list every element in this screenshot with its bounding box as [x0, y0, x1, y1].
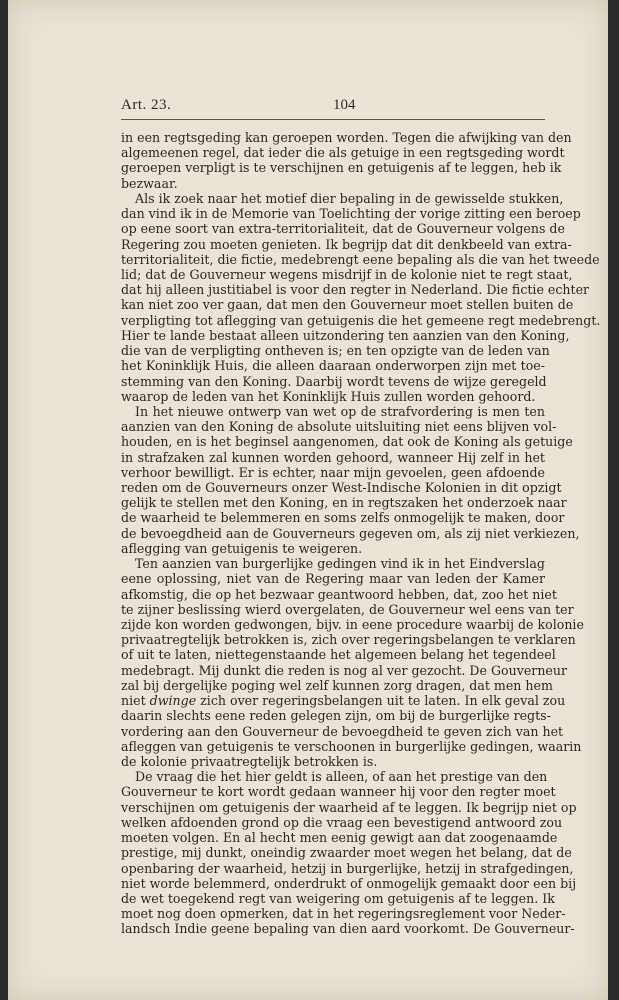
text-line: in strafzaken zal kunnen worden gehoord, wanneer Hij zelf in het	[121, 449, 545, 465]
text-line: of uit te laten, niettegenstaande het algemeen belang het tegendeel	[121, 647, 556, 663]
text-line: te zijner beslissing wierd overgelaten, de Gouverneur wel eens van ter	[121, 601, 574, 617]
text-line: lid; dat de Gouverneur wegens misdrijf in de kolonie niet te regt staat,	[121, 266, 573, 282]
article-heading: Art. 23.	[121, 97, 172, 113]
text-line: Ten aanzien van burgerlijke gedingen vind ik in het Eindverslag	[135, 556, 545, 572]
text-line: op eene soort van extra-territorialiteit, dat de Gouverneur volgens de	[121, 221, 565, 237]
text-line: moeten volgen. En al hecht men eenig gewigt aan dat zoogenaamde	[121, 830, 558, 846]
text-line: de waarheid te belemmeren en soms zelfs onmogelijk te maken, door	[121, 510, 565, 526]
text-line: privaatregtelijk betrokken is, zich over regeringsbelangen te verklaren	[121, 632, 576, 648]
text-line: Regering zou moeten genieten. Ik begrijp dat dit denkbeeld van extra-	[121, 236, 572, 252]
text-line: Hier te lande bestaat alleen uitzondering ten aanzien van den Koning,	[121, 327, 570, 343]
text-line: moet nog doen opmerken, dat in het regeringsreglement voor Neder-	[121, 906, 566, 922]
text-line: zijde kon worden gedwongen, bijv. in eene procedure waarbij de kolonie	[121, 617, 584, 632]
text-line: gelijk te stellen met den Koning, en in regtszaken het onderzoek naar	[121, 495, 567, 511]
page-number: 104	[333, 97, 356, 113]
text-line: zal bij dergelijke poging wel zelf kunnen zorg dragen, dat men hem	[121, 677, 553, 693]
text-line: afleggen van getuigenis te verschoonen in burgerlijke gedingen, waarin	[121, 738, 582, 754]
text-line-rest: zich over regeringsbelangen uit te laten. In elk geval zou	[196, 693, 566, 709]
text-line: geroepen verpligt is te verschijnen en getuigenis af te leggen, heb ik	[121, 160, 562, 176]
text-line: Als ik zoek naar het motief dier bepaling in de gewisselde stukken,	[135, 190, 564, 206]
text-line: afkomstig, die op het bezwaar geantwoord hebben, dat, zoo het niet	[121, 586, 557, 602]
text-line: De vraag die het hier geldt is alleen, of aan het prestige van den	[135, 769, 548, 785]
text-line: stemming van den Koning. Daarbij wordt tevens de wijze geregeld	[121, 373, 547, 389]
text-line: reden om de Gouverneurs onzer West-Indische Kolonien in dit opzigt	[121, 480, 562, 496]
text-line: het Koninklijk Huis, die alleen daaraan onderworpen zijn met toe-	[121, 358, 545, 374]
text-line: de wet toegekend regt van weigering om getuigenis af te leggen. Ik	[121, 890, 555, 906]
text-line: verschijnen om getuigenis der waarheid af te leggen. Ik begrijp niet op	[121, 799, 577, 815]
text-line: aanzien van den Koning de absolute uitsluiting niet eens blijven vol-	[121, 419, 557, 435]
text-line-start: niet	[121, 693, 150, 709]
text-line: welken afdoenden grond op die vraag een bevestigend antwoord zou	[121, 814, 563, 830]
text-line: prestige, mij dunkt, oneindig zwaarder moet wegen het belang, dat de	[121, 845, 572, 861]
text-line: eene oplossing, niet van de Regering maar van leden der Kamer	[121, 571, 545, 587]
text-line: algemeenen regel, dat ieder die als getuige in een regtsgeding wordt	[121, 145, 565, 161]
text-line: dat hij alleen justitiabel is voor den regter in Nederland. Die fictie echter	[121, 282, 590, 298]
emphasized-word: dwinge	[149, 693, 197, 709]
text-line: landsch Indie geene bepaling van dien aard voorkomt. De Gouverneur-	[121, 921, 575, 937]
text-line: in een regtsgeding kan geroepen worden. Tegen die afwijking van den	[121, 130, 572, 145]
text-line: die van de verpligting ontheven is; en ten opzigte van de leden van	[121, 343, 550, 359]
text-line: waarop de leden van het Koninklijk Huis zullen worden gehoord.	[121, 388, 536, 404]
text-line: verpligting tot aflegging van getuigenis die het gemeene regt medebrengt.	[121, 312, 601, 328]
text-line: medebragt. Mij dunkt die reden is nog al ver gezocht. De Gouverneur	[121, 662, 568, 678]
text-line: kan niet zoo ver gaan, dat men den Gouverneur moet stellen buiten de	[121, 297, 574, 313]
text-line: bezwaar.	[121, 175, 178, 191]
running-header	[121, 97, 545, 117]
text-line: In het nieuwe ontwerp van wet op de strafvordering is men ten	[135, 403, 545, 419]
text-line: niet worde belemmerd, onderdrukt of onmogelijk gemaakt door een bij	[121, 875, 577, 891]
text-line: Gouverneur te kort wordt gedaan wanneer hij voor den regter moet	[121, 784, 556, 800]
text-line: de bevoegdheid aan de Gouverneurs gegeven om, als zij niet verkiezen,	[121, 525, 580, 541]
text-line: vordering aan den Gouverneur de bevoegdheid te geven zich van het	[121, 723, 564, 739]
text-line: openbaring der waarheid, hetzij in burgerlijke, hetzij in strafgedingen,	[121, 860, 574, 876]
text-line	[121, 693, 566, 709]
text-line: houden, en is het beginsel aangenomen, dat ook de Koning als getuige	[121, 434, 573, 450]
header-rule	[121, 119, 545, 120]
text-line: aflegging van getuigenis te weigeren.	[121, 540, 363, 556]
body-text	[121, 130, 601, 937]
text-line: verhoor bewilligt. Er is echter, naar mijn gevoelen, geen afdoende	[121, 464, 545, 480]
text-line: daarin slechts eene reden gelegen zijn, om bij de burgerlijke regts-	[121, 708, 551, 724]
text-line: territorialiteit, die fictie, medebrengt eene bepaling als die van het tweede	[121, 251, 600, 267]
book-page	[8, 0, 608, 1000]
text-line: de kolonie privaatregtelijk betrokken is.	[121, 753, 378, 769]
text-line: dan vind ik in de Memorie van Toelichting der vorige zitting een beroep	[121, 206, 581, 222]
